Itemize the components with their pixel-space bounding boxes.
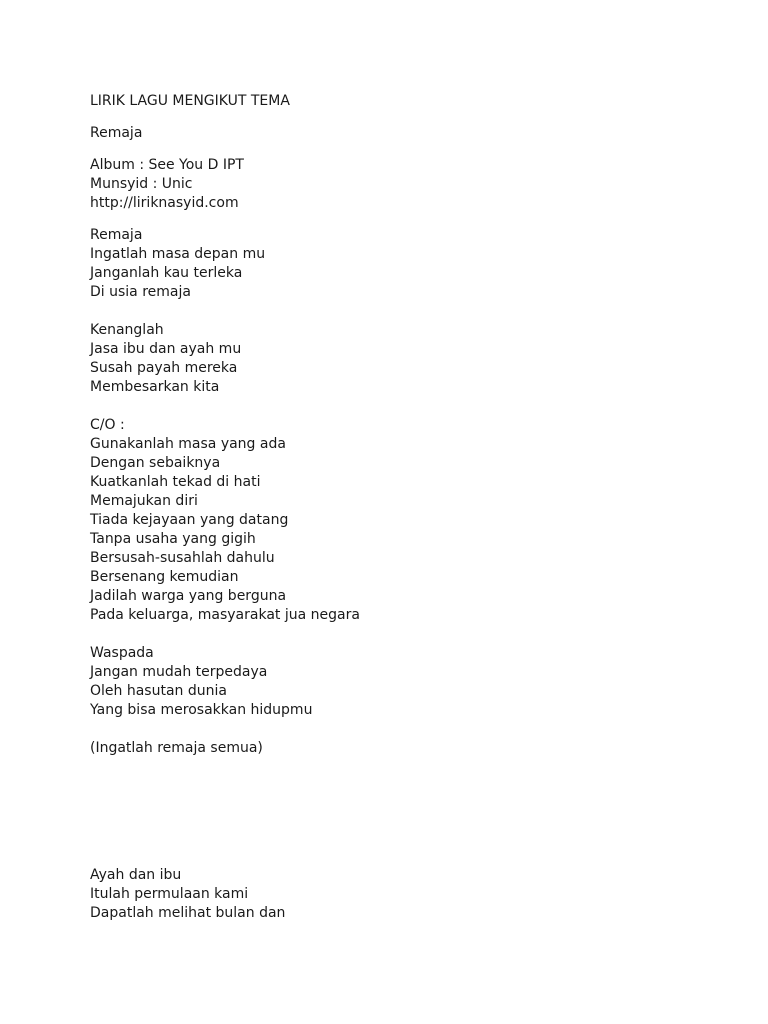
lyric-line: Oleh hasutan dunia — [90, 683, 227, 699]
lyric-line: Susah payah mereka — [90, 360, 238, 376]
verse-2 — [90, 321, 730, 397]
lyric-line: Kuatkanlah tekad di hati — [90, 474, 261, 490]
chorus — [90, 416, 730, 625]
lyric-line: Membesarkan kita — [90, 379, 220, 395]
album-line: Album : See You D IPT — [90, 157, 244, 173]
lyric-line: Di usia remaja — [90, 284, 191, 300]
lyric-line: Jasa ibu dan ayah mu — [90, 341, 242, 357]
lyric-line: Kenanglah — [90, 322, 164, 338]
source-url: http://liriknasyid.com — [90, 195, 239, 211]
outro-line: (Ingatlah remaja semua) — [90, 740, 263, 756]
song-title: Remaja — [90, 125, 143, 141]
song-meta — [90, 156, 730, 213]
lyric-line: Bersusah-susahlah dahulu — [90, 550, 275, 566]
next-song — [90, 866, 730, 923]
lyric-line: Waspada — [90, 645, 154, 661]
lyric-line: Janganlah kau terleka — [90, 265, 243, 281]
lyric-line: Tiada kejayaan yang datang — [90, 512, 289, 528]
munsyid-line: Munsyid : Unic — [90, 176, 193, 192]
lyric-line: Yang bisa merosakkan hidupmu — [90, 702, 313, 718]
lyric-line: Remaja — [90, 227, 143, 243]
lyric-line: Bersenang kemudian — [90, 569, 239, 585]
lyric-line: Dapatlah melihat bulan dan — [90, 905, 286, 921]
lyric-line: Itulah permulaan kami — [90, 886, 249, 902]
lyric-line: Ingatlah masa depan mu — [90, 246, 266, 262]
verse-3 — [90, 644, 730, 720]
lyric-line: Memajukan diri — [90, 493, 198, 509]
lyric-line: Gunakanlah masa yang ada — [90, 436, 286, 452]
lyric-line: Ayah dan ibu — [90, 867, 182, 883]
document-title: LIRIK LAGU MENGIKUT TEMA — [90, 93, 290, 109]
lyric-line: Jadilah warga yang berguna — [90, 588, 287, 604]
verse-1 — [90, 226, 730, 302]
lyric-line: Tanpa usaha yang gigih — [90, 531, 256, 547]
document-page — [90, 92, 730, 923]
lyric-line: Pada keluarga, masyarakat jua negara — [90, 607, 360, 623]
lyric-line: Dengan sebaiknya — [90, 455, 221, 471]
lyric-line: Jangan mudah terpedaya — [90, 664, 268, 680]
chorus-label: C/O : — [90, 417, 125, 433]
